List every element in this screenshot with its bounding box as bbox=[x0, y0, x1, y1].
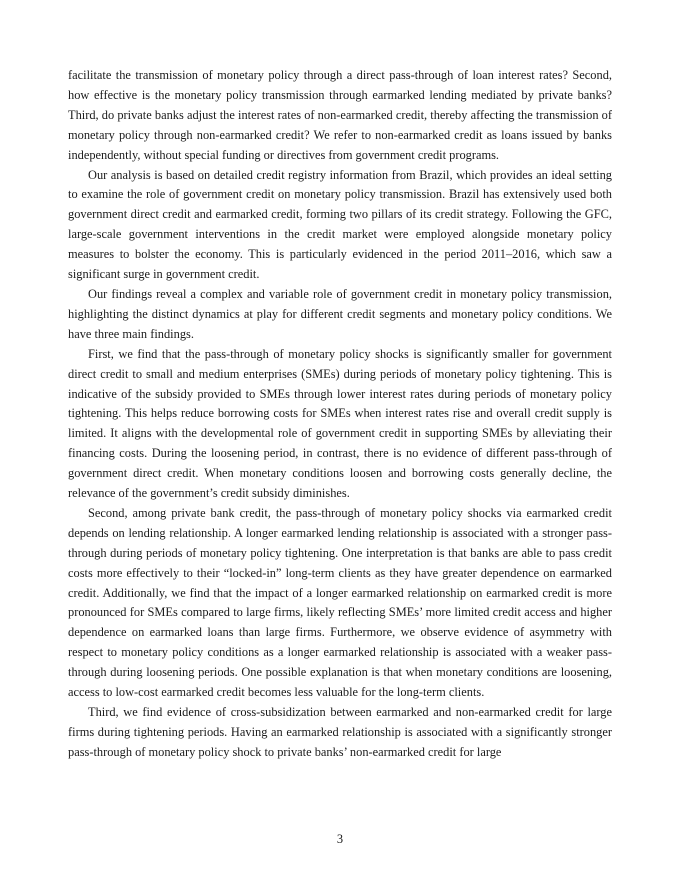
page-number: 3 bbox=[336, 832, 344, 846]
paragraph-first-finding: First, we find that the pass-through of monetary policy shocks is significantly smaller for government direct credit to small and medium enterprises (SMEs) during periods of monetary policy tightening. This is indicative of the subsidy provided to SMEs through lower interest rates during periods of monetary policy tightening. This helps reduce borrowing costs for SMEs when interest rates rise and overall credit supply is limited. It aligns with the developmental role of government credit in supporting SMEs by alleviating their financing costs. During the loosening period, in contrast, there is no evidence of different pass-through of government direct credit. When monetary conditions loosen and borrowing costs generally decline, the relevance of the government’s credit subsidy diminishes. bbox=[68, 346, 612, 501]
paragraph-second-finding: Second, among private bank credit, the pass-through of monetary policy shocks via earmarked credit depends on lending relationship. A longer earmarked lending relationship is associated with a stronger pass-through during periods of monetary policy tightening. One interpretation is that banks are able to pass credit costs more effectively to their “locked-in” long-term clients as they have greater dependence on earmarked credit. Additionally, we find that the impact of a longer earmarked relationship on earmarked credit is more pronounced for SMEs compared to large firms, likely reflecting SMEs’ more limited credit access and higher dependence on earmarked loans than large firms. Furthermore, we observe evidence of asymmetry with respect to monetary policy conditions as a longer earmarked relationship is associated with a weaker pass-through during loosening periods. One possible explanation is that when monetary conditions are loosening, access to low-cost earmarked credit becomes less valuable for the long-term clients. bbox=[68, 505, 612, 700]
paragraph-third-finding: Third, we find evidence of cross-subsidization between earmarked and non-earmarked credit for large firms during tightening periods. Having an earmarked relationship is associated with a significantly stronger pass-through of monetary policy shock to private banks’ non-earmarked credit for large bbox=[68, 705, 612, 759]
paragraph-findings-overview: Our findings reveal a complex and variable role of government credit in monetary policy transmission, highlighting the distinct dynamics at play for different credit segments and monetary policy conditions. We have three main findings. bbox=[68, 286, 612, 341]
paragraph-continuation: facilitate the transmission of monetary policy through a direct pass-through of loan interest rates? Second, how effective is the monetary policy transmission through earmarked lending mediated by private banks? Third, do private banks adjust the interest rates of non-earmarked credit, thereby affecting the transmission of monetary policy through non-earmarked credit? We refer to non-earmarked credit as loans issued by banks independently, without special funding or directives from government credit programs. bbox=[68, 68, 612, 162]
paragraph-analysis-setting: Our analysis is based on detailed credit registry information from Brazil, which provides an ideal setting to examine the role of government credit on monetary policy transmission. Brazil has extensively used both government direct credit and earmarked credit, forming two pillars of its credit strategy. Following the GFC, large-scale government interventions in the credit market were employed alongside monetary policy measures to bolster the economy. This is particularly evidenced in the period 2011–2016, which saw a significant surge in government credit. bbox=[68, 167, 612, 282]
body-text bbox=[68, 66, 612, 763]
